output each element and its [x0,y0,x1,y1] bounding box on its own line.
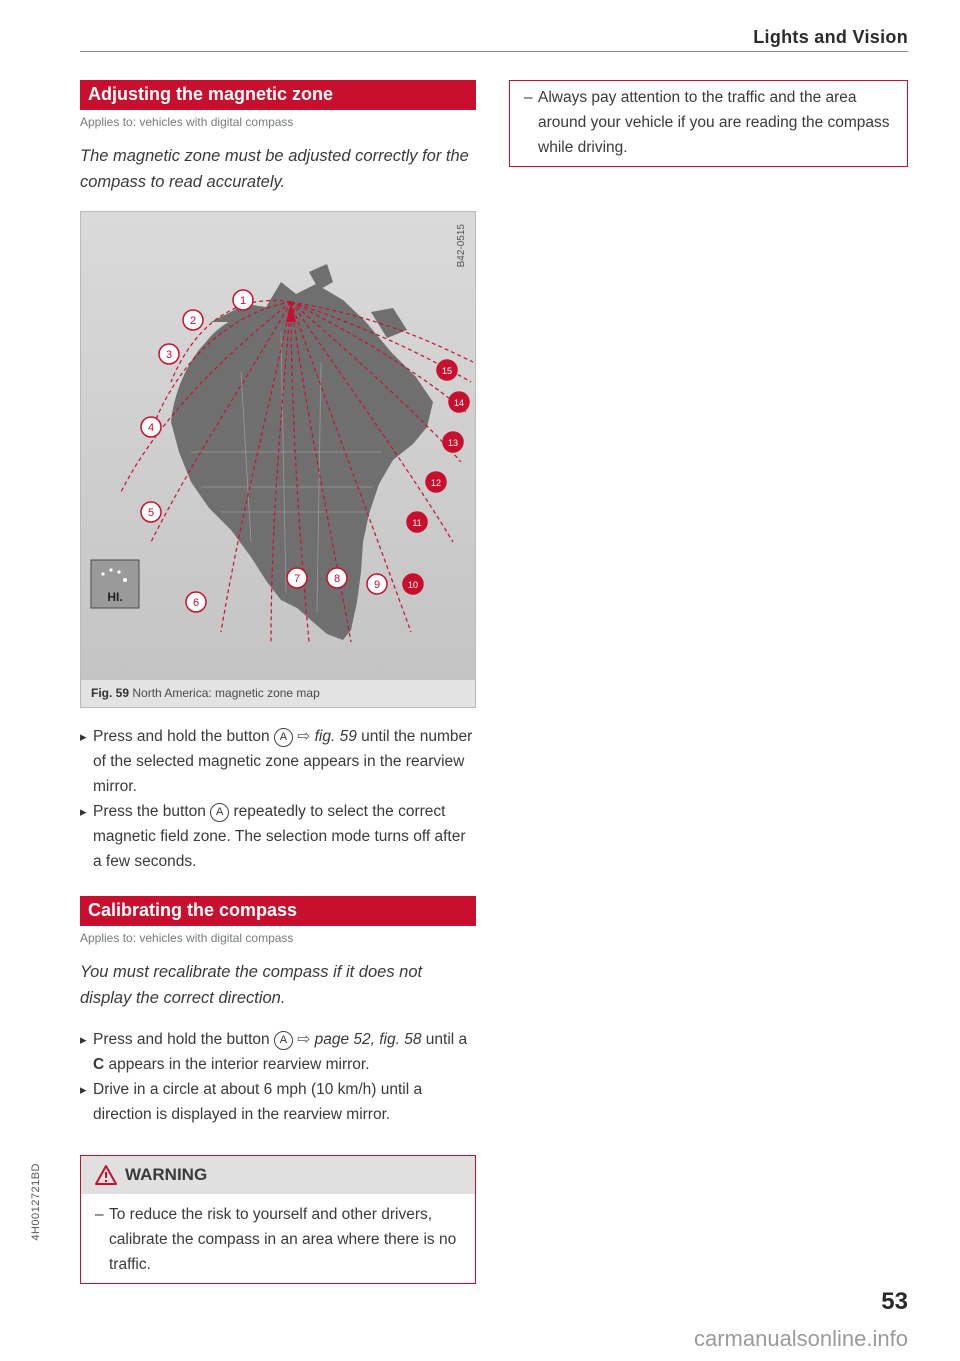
hawaii-inset-label: HI. [107,590,123,604]
north-america-map-graphic [81,212,475,680]
zone-marker-label-5: 5 [147,507,155,519]
page-number: 53 [881,1288,908,1315]
list-item: ▸ Press the button A repeatedly to select the correct magnetic field zone. The selection mode turns off after a few seconds. [80,799,476,874]
figure-code: B42-0515 [456,224,467,268]
figure-magnetic-zone-map [80,211,476,708]
list-item: – Always pay attention to the traffic and the area around your vehicle if you are reading the compass while driving. [524,85,895,160]
button-a-symbol: A [274,1031,293,1050]
section-heading-magnetic-zone: Adjusting the magnetic zone [80,80,476,110]
warning-body [81,1194,475,1283]
zone-marker-label-13: 13 [447,438,459,448]
zone-marker-label-6: 6 [192,597,200,609]
figure-caption-label: Fig. 59 [91,686,130,700]
right-column [509,80,908,167]
applies-to-note: Applies to: vehicles with digital compass [80,115,294,129]
display-letter-c: C [93,1056,105,1073]
button-a-symbol: A [274,728,293,747]
watermark-text: carmanualsonline.info [693,1326,908,1351]
zone-marker-label-3: 3 [165,349,173,361]
zone-marker-label-2: 2 [189,315,197,327]
steps-list-calibrating [80,1027,476,1127]
list-item: ▸ Drive in a circle at about 6 mph (10 km/h) until a direction is displayed in the rearview mirror. [80,1077,476,1127]
document-code: 4H0012721BD [30,1163,42,1241]
cross-reference-link[interactable]: fig. 59 [314,728,357,745]
zone-marker-label-15: 15 [441,366,453,376]
steps-list-magnetic-zone [80,724,476,874]
list-item: ▸ Press and hold the button A ⇨ page 52, fig. 58 until a C appears in the interior rearview mirror. [80,1027,476,1077]
section-calibrating [80,896,476,1127]
map-image [81,212,475,680]
zone-marker-label-1: 1 [239,295,247,307]
header-rule [80,51,908,52]
zone-marker-label-7: 7 [293,573,301,585]
zone-marker-label-8: 8 [333,573,341,585]
list-item: ▸ Press and hold the button A ⇨ fig. 59 until the number of the selected magnetic zone appears in the rearview mirror. [80,724,476,799]
warning-header [81,1156,475,1194]
zone-marker-label-11: 11 [412,518,422,528]
zone-marker-label-10: 10 [407,580,419,590]
figure-caption [81,680,475,707]
button-a-symbol: A [210,803,229,822]
warning-title: WARNING [125,1165,208,1184]
section-heading-calibrating: Calibrating the compass [80,896,476,926]
zone-marker-label-9: 9 [373,579,381,591]
intro-text: The magnetic zone must be adjusted correctly for the compass to read accurately. [80,147,469,191]
warning-box [80,1155,476,1284]
warning-triangle-icon [95,1165,117,1185]
zone-marker-label-12: 12 [430,478,442,488]
figure-caption-text: North America: magnetic zone map [132,686,320,700]
cross-reference-link[interactable]: page 52, fig. 58 [314,1031,422,1048]
page-header-title: Lights and Vision [753,27,908,47]
cross-reference-arrow-icon: ⇨ [297,1031,311,1048]
hawaii-inset [91,560,139,608]
cross-reference-arrow-icon: ⇨ [297,728,311,745]
zone-marker-label-4: 4 [147,422,155,434]
warning-continuation-box [509,80,908,167]
zone-marker-label-14: 14 [453,398,465,408]
list-item: – To reduce the risk to yourself and other drivers, calibrate the compass in an area where there is no traffic. [95,1202,463,1277]
left-column [80,80,476,1284]
intro-text: You must recalibrate the compass if it does not display the correct direction. [80,963,423,1007]
applies-to-note: Applies to: vehicles with digital compass [80,931,294,945]
